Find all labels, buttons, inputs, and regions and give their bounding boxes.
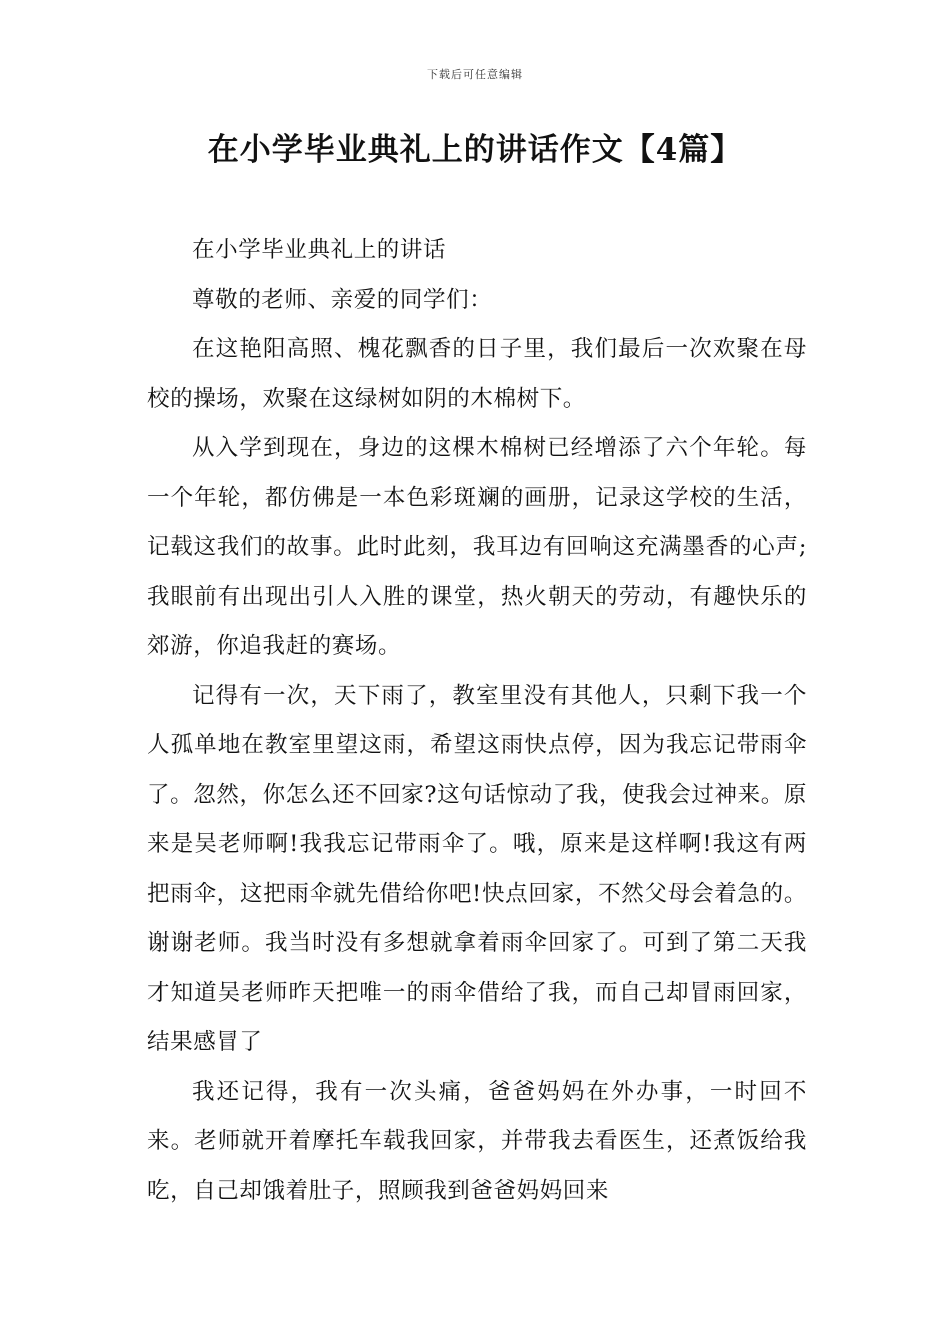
paragraph: 记得有一次，天下雨了，教室里没有其他人，只剩下我一个人孤单地在教室里望这雨，希望这雨快点停，因为我忘记带雨伞了。忽然，你怎么还不回家?这句话惊动了我，使我会过神来。原来是吴老师啊!我我忘记带雨伞了。哦，原来是这样啊!我这有两把雨伞，这把雨伞就先借给你吧!快点回家，不然父母会着急的。谢谢老师。我当时没有多想就拿着雨伞回家了。可到了第二天我才知道吴老师昨天把唯一的雨伞借给了我，而自己却冒雨回家，结果感冒了 (147, 682, 807, 1055)
paragraph: 在这艳阳高照、槐花飘香的日子里，我们最后一次欢聚在母校的操场，欢聚在这绿树如阴的木棉树下。 (147, 336, 807, 412)
paragraph: 从入学到现在，身边的这棵木棉树已经增添了六个年轮。每一个年轮，都仿佛是一本色彩斑斓的画册，记录这学校的生活，记载这我们的故事。此时此刻，我耳边有回响这充满墨香的心声;我眼前有出现出引人入胜的课堂，热火朝天的劳动，有趣快乐的郊游，你追我赶的赛场。 (147, 435, 807, 659)
header-note: 下载后可任意编辑 (427, 68, 523, 81)
document-title: 在小学毕业典礼上的讲话作文【4篇】 (207, 132, 743, 168)
paragraph: 在小学毕业典礼上的讲话 (192, 237, 447, 263)
paragraph: 我还记得，我有一次头痛，爸爸妈妈在外办事，一时回不来。老师就开着摩托车载我回家，并带我去看医生，还煮饭给我吃，自己却饿着肚子，照顾我到爸爸妈妈回来 (147, 1078, 807, 1204)
document-body (147, 226, 807, 1216)
paragraph: 尊敬的老师、亲爱的同学们： (192, 286, 493, 313)
